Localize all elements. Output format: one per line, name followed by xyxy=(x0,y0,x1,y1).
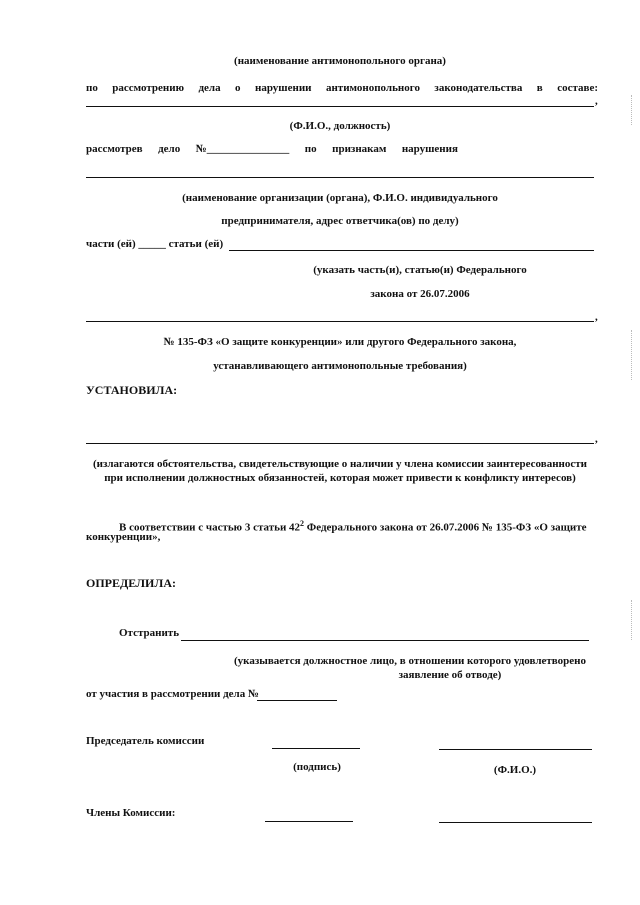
articles-line[interactable] xyxy=(229,250,594,251)
chairman-label: Председатель комиссии xyxy=(86,735,205,747)
accordance-superscript: 2 xyxy=(300,519,305,528)
word: нарушения xyxy=(401,143,458,155)
law-line[interactable] xyxy=(86,321,594,322)
org-caption-2: предпринимателя, адрес ответчика(ов) по делу) xyxy=(221,215,459,227)
chairman-signature-line[interactable] xyxy=(272,748,360,749)
official-caption-1: (указывается должностное лицо, в отношении которого удовлетворено xyxy=(234,655,586,667)
circumstances-line[interactable] xyxy=(86,443,594,444)
org-caption-1: (наименование организации (органа), Ф.И.О. индивидуального xyxy=(182,192,498,204)
word: дела xyxy=(198,82,221,94)
comma: , xyxy=(595,95,598,107)
word: в xyxy=(536,82,543,94)
word: о xyxy=(235,82,241,94)
signature-caption: (подпись) xyxy=(293,761,341,773)
chairman-name-line[interactable] xyxy=(439,749,592,750)
fio-caption: (Ф.И.О.) xyxy=(493,764,537,776)
accordance-text: В соответствии с частью 3 статьи 42 xyxy=(119,521,301,534)
comma: , xyxy=(595,433,598,445)
commission-composition-line[interactable] xyxy=(86,106,594,107)
word: нарушении xyxy=(255,82,312,94)
participation-label: от участия в рассмотрении дела № xyxy=(86,688,260,700)
accordance-line-1 xyxy=(119,517,587,535)
word: антимонопольного xyxy=(325,82,420,94)
parts-articles-label: части (ей) _____ статьи (ей) xyxy=(86,238,224,250)
determined-heading: ОПРЕДЕЛИЛА: xyxy=(86,576,176,590)
fio-position-caption: (Ф.И.О., должность) xyxy=(289,120,391,132)
word: законодательства xyxy=(434,82,523,94)
word: по xyxy=(86,82,98,94)
antimonopoly-body-caption: (наименование антимонопольного органа) xyxy=(234,55,446,67)
established-heading: УСТАНОВИЛА: xyxy=(86,383,178,397)
reviewed-case-row xyxy=(86,143,458,156)
word: рассмотрев xyxy=(86,143,143,155)
remove-label: Отстранить xyxy=(119,627,180,639)
circumstances-caption-2: при исполнении должностных обязанностей, которая может привести к конфликту интересов) xyxy=(104,472,576,484)
word: дело xyxy=(158,143,181,155)
consideration-row xyxy=(86,82,598,95)
page-edge-mark xyxy=(631,600,632,640)
official-caption-2: заявление об отводе) xyxy=(398,669,502,681)
law-caption-4: устанавливающего антимонопольные требования) xyxy=(213,360,467,372)
member-signature-line[interactable] xyxy=(265,821,353,822)
word: рассмотрению xyxy=(112,82,185,94)
circumstances-caption-1: (излагаются обстоятельства, свидетельствующие о наличии у члена комиссии заинтересованности xyxy=(92,458,588,470)
accordance-line-2: конкуренции», xyxy=(86,531,161,543)
case-number-field[interactable]: №_______________ xyxy=(195,143,290,155)
removed-official-line[interactable] xyxy=(181,640,589,641)
word: по xyxy=(304,143,317,155)
member-name-line[interactable] xyxy=(439,822,592,823)
comma: , xyxy=(595,311,598,323)
participation-case-number-line[interactable] xyxy=(257,700,337,701)
word: составе: xyxy=(557,82,598,94)
accordance-text: Федерального закона от 26.07.2006 № 135-ФЗ «О защите xyxy=(304,521,587,534)
word: признакам xyxy=(332,143,387,155)
law-caption-1: (указать часть(и), статью(и) Федерального xyxy=(313,264,527,276)
members-label: Члены Комиссии: xyxy=(86,807,176,819)
respondent-line[interactable] xyxy=(86,177,594,178)
law-caption-2: закона от 26.07.2006 xyxy=(370,288,470,300)
law-caption-3: № 135-ФЗ «О защите конкуренции» или другого Федерального закона, xyxy=(163,336,517,348)
